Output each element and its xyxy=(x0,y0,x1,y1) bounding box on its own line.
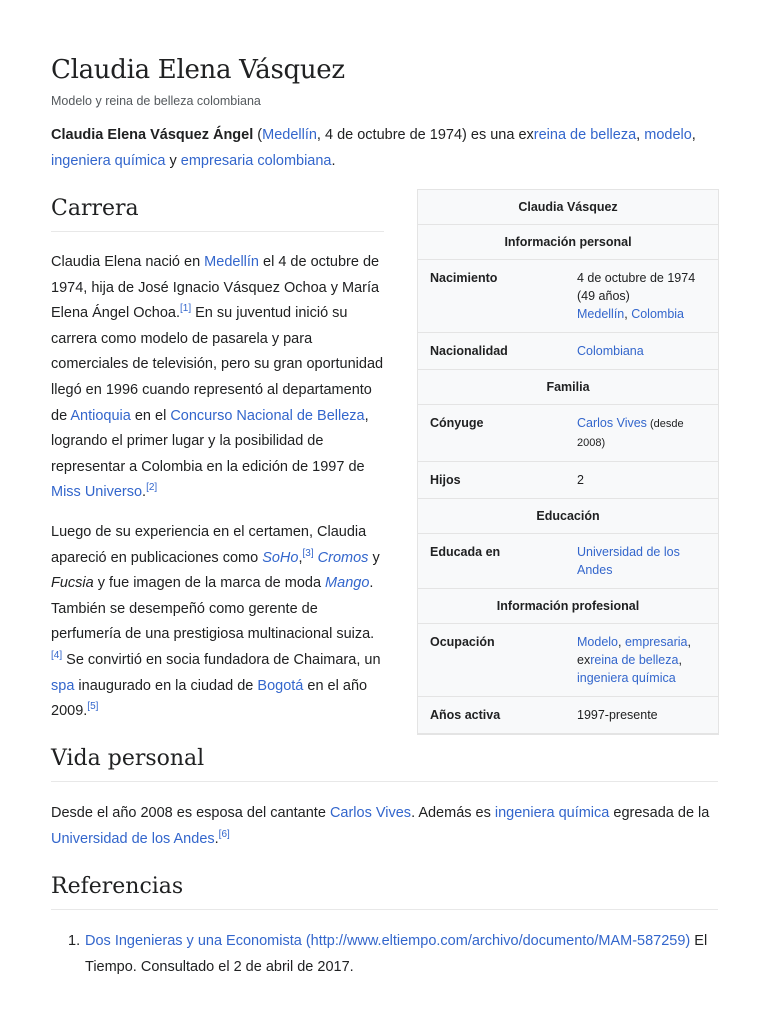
paragraph-text: . También se desempeñó como gerente de perfumería de una prestigiosa multinacional suiza. xyxy=(51,575,375,643)
infobox-label: Ocupación xyxy=(430,635,495,649)
infobox-value: 1997-presente xyxy=(577,708,658,722)
lead-text: , xyxy=(691,127,696,143)
carrera-paragraph-2 xyxy=(51,520,384,725)
paragraph-text: , xyxy=(298,549,303,566)
paragraph-text: Claudia Elena nació en xyxy=(51,254,205,270)
section-heading-referencias: Referencias xyxy=(51,874,718,910)
paragraph-text: En su juventud inició su carrera como modelo de pasarela y para comerciales de televisión, pero su gran oportunidad llegó en 1996 cuando representó al departamento de xyxy=(51,305,384,424)
section-heading-carrera: Carrera xyxy=(51,196,384,232)
infobox-value xyxy=(577,342,706,360)
infobox xyxy=(417,189,719,735)
infobox-row-nacimiento xyxy=(418,260,718,333)
section-heading-vida-personal: Vida personal xyxy=(51,746,718,782)
infobox-value: 2 xyxy=(577,473,584,487)
reference-item xyxy=(51,929,719,980)
infobox-value xyxy=(577,633,706,687)
infobox-row-hijos xyxy=(418,462,718,499)
age: (49 años) xyxy=(577,289,630,303)
link-soho[interactable]: SoHo xyxy=(262,549,299,566)
paragraph-text: el 4 de octubre de 1974, hija de José Ignacio Vásquez Ochoa y María Elena Ángel Ochoa. xyxy=(51,254,380,322)
paragraph-text: en el xyxy=(130,407,171,424)
lead-bold-name: Claudia Elena Vásquez Ángel xyxy=(51,127,254,143)
citation-2[interactable]: [2] xyxy=(146,482,158,494)
vida-personal-paragraph xyxy=(51,801,719,852)
link-antioquia[interactable]: Antioquia xyxy=(70,407,131,424)
paragraph-text: . xyxy=(142,484,147,501)
link-universidad-de-los-andes[interactable]: Universidad de los Andes xyxy=(51,830,215,847)
separator: , xyxy=(618,635,625,649)
link-spa[interactable]: spa xyxy=(51,677,75,694)
link-reina-de-belleza[interactable]: reina de belleza xyxy=(590,653,679,667)
link-reina-de-belleza[interactable]: reina de belleza xyxy=(533,127,637,143)
link-carlos-vives[interactable]: Carlos Vives xyxy=(329,805,412,821)
citation-1[interactable]: [1] xyxy=(179,303,192,315)
citation-5[interactable]: [5] xyxy=(87,701,99,713)
birth-date: 4 de octubre de 1974 xyxy=(577,271,696,285)
paragraph-text: inaugurado en la ciudad de xyxy=(74,677,258,694)
infobox-title: Claudia Vásquez xyxy=(418,190,718,225)
page-title: Claudia Elena Vásquez xyxy=(51,55,345,85)
lead-text: , xyxy=(636,127,645,143)
infobox-label: Nacionalidad xyxy=(430,344,508,358)
infobox-label: Hijos xyxy=(430,473,461,487)
infobox-row-ocupacion xyxy=(418,624,718,697)
reference-body xyxy=(51,929,719,980)
references-list xyxy=(51,929,719,980)
link-modelo[interactable]: modelo xyxy=(644,127,692,143)
link-miss-universo[interactable]: Miss Universo xyxy=(51,484,143,501)
link-empresaria[interactable]: empresaria xyxy=(624,635,688,649)
fucsia-text: Fucsia xyxy=(51,575,94,592)
citation-6[interactable]: [6] xyxy=(218,828,230,840)
spouse-note: (desde 2008) xyxy=(577,418,684,449)
paragraph-text: . Además es xyxy=(411,805,495,821)
citation-4[interactable]: [4] xyxy=(51,649,63,661)
infobox-value xyxy=(577,269,706,323)
separator: , ex xyxy=(577,635,691,667)
separator: , xyxy=(678,653,682,667)
lead-text: , 4 de octubre de 1974) es una ex xyxy=(316,127,534,143)
link-bogota[interactable]: Bogotá xyxy=(257,677,304,694)
infobox-row-conyuge xyxy=(418,405,718,462)
paragraph-text: Luego de su experiencia en el certamen, Claudia apareció en publicaciones como xyxy=(51,524,367,566)
link-medellin[interactable]: Medellín xyxy=(204,254,259,270)
paragraph-text: Desde el año 2008 es esposa del cantante xyxy=(51,805,330,821)
link-universidad-de-los-andes[interactable]: Universidad de los Andes xyxy=(577,545,680,577)
infobox-header-profesional: Información profesional xyxy=(418,589,718,624)
lead-paragraph xyxy=(51,122,719,174)
infobox-label: Años activa xyxy=(430,708,501,722)
link-medellin[interactable]: Medellín xyxy=(262,127,317,143)
paragraph-text: en el año 2009. xyxy=(51,677,368,720)
reference-source: El Tiempo. Consultado el 2 de abril de 2017. xyxy=(85,933,708,975)
link-colombia[interactable]: Colombia xyxy=(631,307,685,321)
infobox-header-educacion: Educación xyxy=(418,499,718,534)
lead-text: . xyxy=(331,153,336,169)
birth-place xyxy=(577,305,706,323)
link-mango[interactable]: Mango xyxy=(325,575,370,592)
carrera-paragraph-1 xyxy=(51,250,384,506)
link-empresaria-colombiana[interactable]: empresaria colombiana xyxy=(180,153,332,169)
reference-number: 1. xyxy=(68,933,81,949)
infobox-label: Educada en xyxy=(430,545,501,559)
infobox-value xyxy=(577,414,706,452)
link-ingeniera-quimica[interactable]: ingeniera química xyxy=(577,671,676,685)
reference-link[interactable]: Dos Ingenieras y una Economista (http://www.eltiempo.com/archivo/documento/MAM-587259) xyxy=(85,933,691,949)
link-colombiana[interactable]: Colombiana xyxy=(577,344,644,358)
lead-text: ( xyxy=(253,127,263,143)
link-concurso-nacional-de-belleza[interactable]: Concurso Nacional de Belleza xyxy=(170,407,365,424)
infobox-header-personal: Información personal xyxy=(418,225,718,260)
infobox-header-familia: Familia xyxy=(418,370,718,405)
infobox-row-educada xyxy=(418,534,718,589)
infobox-row-nacionalidad xyxy=(418,333,718,370)
paragraph-text: , logrando el primer lugar y la posibilidad de representar a Colombia en la edición de 1997 de xyxy=(51,407,369,475)
citation-3[interactable]: [3] xyxy=(302,547,314,559)
separator: , xyxy=(624,307,632,321)
paragraph-text: y xyxy=(368,549,380,566)
link-cromos[interactable]: Cromos xyxy=(317,549,369,566)
link-ingeniera-quimica[interactable]: ingeniera química xyxy=(494,805,610,821)
lead-text: y xyxy=(165,153,181,169)
infobox-label: Cónyuge xyxy=(430,416,484,430)
infobox-value xyxy=(577,543,706,579)
link-carlos-vives[interactable]: Carlos Vives xyxy=(577,416,647,430)
link-modelo[interactable]: Modelo xyxy=(577,635,618,649)
link-ingeniera-quimica[interactable]: ingeniera química xyxy=(51,153,166,169)
infobox-label: Nacimiento xyxy=(430,271,498,285)
paragraph-text: Se convirtió en socia fundadora de Chaimara, un xyxy=(62,651,381,668)
paragraph-text: egresada de la xyxy=(609,805,710,821)
paragraph-text: y fue imagen de la marca de moda xyxy=(93,575,326,592)
link-medellin[interactable]: Medellín xyxy=(577,307,625,321)
paragraph-text: . xyxy=(214,830,219,847)
page-subtitle: Modelo y reina de belleza colombiana xyxy=(51,94,261,108)
infobox-row-anos-activa xyxy=(418,697,718,734)
